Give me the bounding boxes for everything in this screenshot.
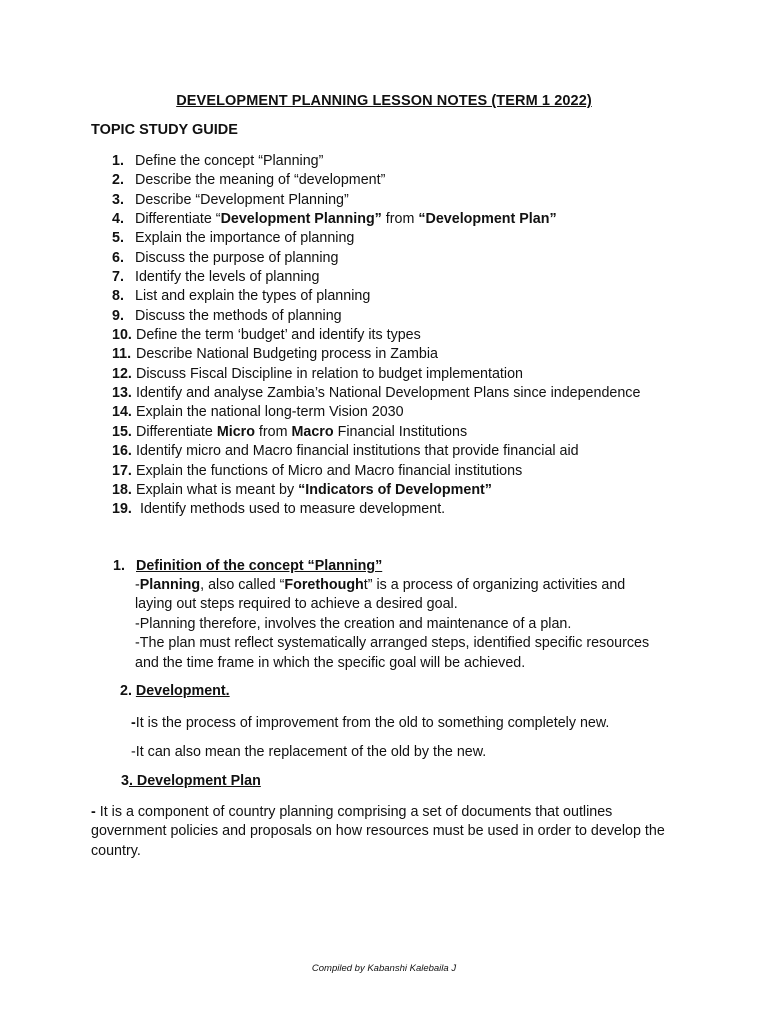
topic-item — [112, 287, 640, 306]
topic-study-guide-heading: TOPIC STUDY GUIDE — [91, 122, 238, 138]
bold-text: Development Planning” — [220, 211, 382, 228]
topic-item — [112, 171, 640, 190]
topic-item — [112, 442, 640, 461]
topic-item — [112, 307, 640, 326]
text-run: Discuss Fiscal Discipline in relation to budget implementation — [136, 365, 523, 382]
text-run: Define the term ‘budget’ and identify its types — [136, 327, 421, 344]
section-3-text: It is a component of country planning comprising a set of documents that outlines government policies and proposals on how resources must be used in order to develop the country. — [91, 804, 665, 859]
bold-text: Forethough — [284, 577, 364, 593]
topic-number: 19. — [112, 501, 132, 518]
topic-number: 10. — [112, 327, 132, 344]
topic-number: 8. — [112, 288, 124, 305]
text-run: Describe “Development Planning” — [135, 191, 349, 208]
text-run: Differentiate — [136, 423, 217, 440]
topic-number: 16. — [112, 443, 132, 460]
section-1-title: Definition of the concept “Planning” — [136, 558, 383, 574]
text-run: laying out steps required to achieve a desired goal. — [135, 596, 458, 613]
section-1-body — [135, 576, 649, 673]
topic-item — [112, 249, 640, 268]
text-run: Define the concept “Planning” — [135, 153, 324, 169]
text-run: Describe National Budgeting process in Zambia — [136, 346, 438, 363]
topic-item — [112, 191, 640, 210]
text-run: , also called “ — [200, 577, 285, 593]
text-run: Explain the national long-term Vision 2030 — [136, 404, 404, 421]
section-2-heading — [120, 683, 230, 699]
section-1-line — [135, 654, 649, 673]
text-run: Identify the levels of planning — [135, 269, 320, 286]
topic-number: 4. — [112, 211, 124, 228]
text-run: Financial Institutions — [333, 423, 468, 440]
text-run: - — [135, 577, 140, 593]
section-2-dash: - — [131, 715, 136, 731]
section-2-line-1 — [131, 714, 609, 733]
text-run: from — [254, 423, 292, 440]
topic-number: 7. — [112, 269, 124, 286]
bold-text: “Development Plan” — [418, 211, 557, 228]
text-run: Discuss the purpose of planning — [135, 249, 339, 266]
footer-credit: Compiled by Kabanshi Kalebaila J — [311, 963, 457, 974]
topic-item — [112, 481, 640, 500]
section-1-line — [135, 576, 649, 595]
topic-item — [112, 326, 640, 345]
topic-list — [112, 152, 640, 520]
topic-item — [112, 229, 640, 248]
text-run: Explain what is meant by — [136, 481, 299, 498]
topic-item — [112, 152, 640, 171]
topic-item — [112, 345, 640, 364]
topic-item — [112, 500, 640, 519]
topic-number: 13. — [112, 385, 132, 402]
topic-item — [112, 384, 640, 403]
text-run: Identify and analyse Zambia’s National Development Plans since independence — [136, 385, 641, 402]
section-1-heading — [113, 557, 382, 576]
topic-item — [112, 210, 640, 229]
topic-number: 5. — [112, 230, 124, 247]
text-run: Describe the meaning of “development” — [135, 172, 386, 189]
topic-number: 17. — [112, 462, 132, 479]
text-run: and the time frame in which the specific goal will be achieved. — [135, 654, 526, 671]
text-run: Discuss the methods of planning — [135, 307, 342, 324]
topic-item — [112, 365, 640, 384]
topic-number: 11. — [112, 346, 132, 363]
section-2-text-1: It is the process of improvement from the old to something completely new. — [135, 715, 610, 731]
topic-number: 3. — [112, 191, 124, 208]
section-1-line — [135, 595, 649, 614]
section-1-line — [135, 615, 649, 634]
topic-item — [112, 403, 640, 422]
section-3-number: 3 — [121, 773, 129, 789]
section-3-heading — [121, 773, 261, 789]
bold-text: Macro — [291, 423, 334, 440]
text-run: from — [381, 211, 419, 228]
topic-number: 15. — [112, 423, 132, 440]
text-run: List and explain the types of planning — [135, 288, 371, 305]
text-run: -Planning therefore, involves the creation and maintenance of a plan. — [135, 615, 572, 632]
topic-number: 14. — [112, 404, 132, 421]
topic-item — [112, 268, 640, 287]
topic-number: 12. — [112, 365, 132, 382]
section-1-number: 1. — [113, 558, 125, 574]
section-2-number: 2. — [120, 683, 136, 699]
topic-number: 1. — [112, 153, 124, 169]
section-1-line — [135, 634, 649, 653]
section-2-title: Development. — [135, 683, 230, 699]
text-run: Explain the importance of planning — [135, 230, 355, 247]
section-3-body — [91, 803, 691, 861]
text-run: Explain the functions of Micro and Macro financial institutions — [136, 462, 523, 479]
section-3-dash: - — [91, 804, 100, 820]
bold-text: “Indicators of Development” — [298, 481, 492, 498]
topic-number: 18. — [112, 481, 132, 498]
text-run: t” is a process of organizing activities and — [363, 577, 626, 593]
topic-item — [112, 423, 640, 442]
bold-text: Micro — [216, 423, 255, 440]
text-run: Identify methods used to measure development. — [136, 501, 446, 518]
topic-number: 6. — [112, 249, 124, 266]
text-run: -The plan must reflect systematically arranged steps, identified specific resources — [135, 635, 650, 652]
text-run: Differentiate “ — [135, 211, 221, 228]
section-3-title: . Development Plan — [128, 773, 261, 789]
document-title: DEVELOPMENT PLANNING LESSON NOTES (TERM 1 2022) — [176, 93, 592, 109]
bold-text: Planning — [139, 577, 201, 593]
section-2-line-2: -It can also mean the replacement of the old by the new. — [131, 744, 487, 760]
topic-number: 2. — [112, 172, 124, 189]
text-run: Identify micro and Macro financial institutions that provide financial aid — [136, 443, 579, 460]
topic-item — [112, 462, 640, 481]
topic-number: 9. — [112, 307, 124, 324]
